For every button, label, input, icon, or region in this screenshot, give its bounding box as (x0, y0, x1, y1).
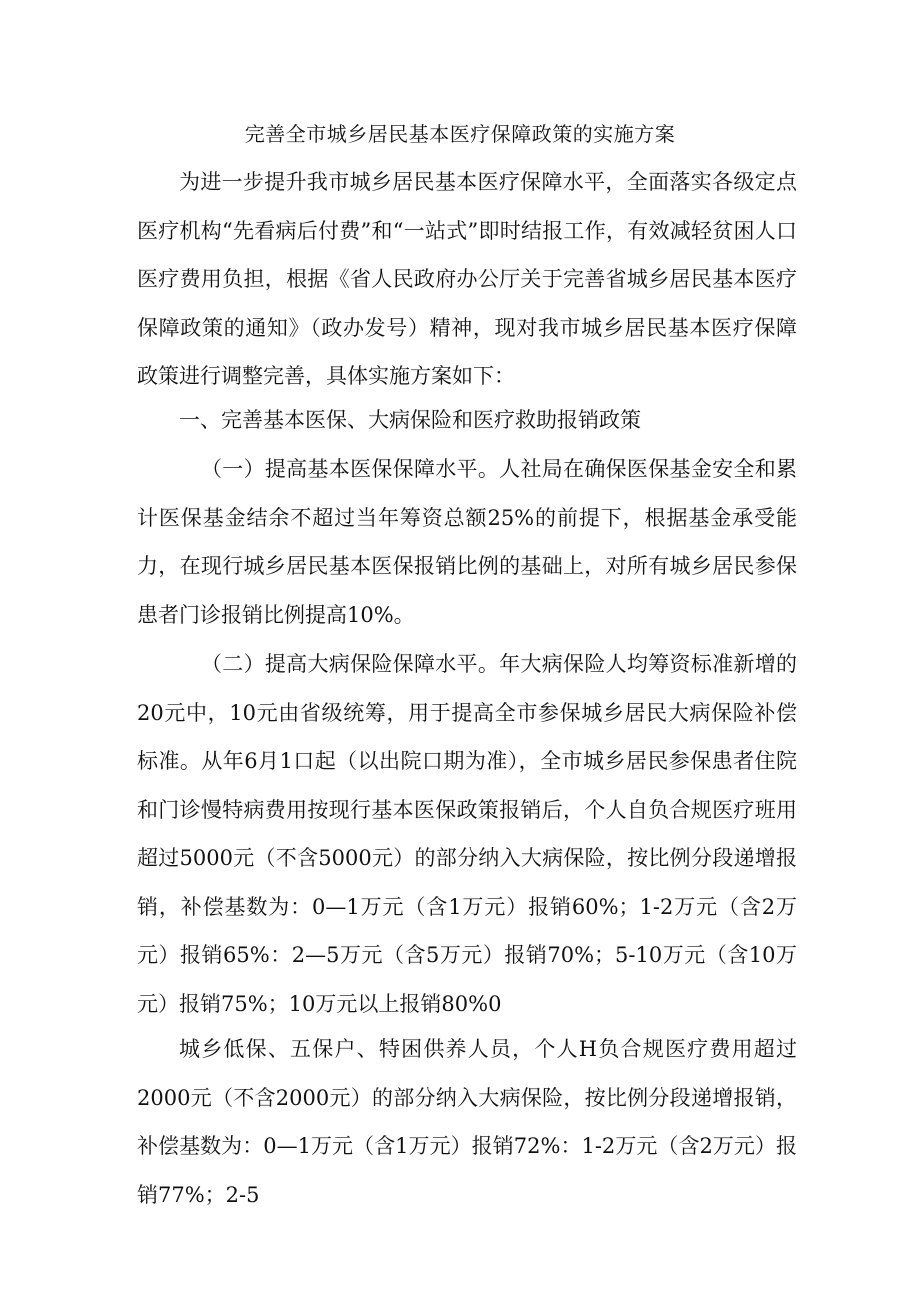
section-heading: 一、完善基本医保、大病保险和医疗救助报销政策 (179, 408, 641, 432)
low-income-paragraph: 城乡低保、五保户、特困供养人员，个人H负合规医疗费用超过2000元（不含2000元）的部分纳入大病保险，按比例分段递增报销，补偿基数为：0—1万元（含1万元）报销72%：1-2万元（含2万元）报销77%；2-5 (137, 1037, 797, 1207)
intro-paragraph: 为进一步提升我市城乡居民基本医疗保障水平，全面落实各级定点医疗机构“先看病后付费”和“一站式”即时结报工作，有效减轻贫困人口医疗费用负担，根据《省人民政府办公厅关于完善省城乡居民基本医疗保障政策的通知》（政办发号）精神，现对我市城乡居民基本医疗保障政策进行调整完善，具体实施方案如下： (137, 170, 797, 388)
document-title: 完善全市城乡居民基本医疗保障政策的实施方案 (244, 122, 676, 146)
subsection-2-paragraph: （二）提高大病保险保障水平。年大病保险人均筹资标准新增的20元中，10元由省级统筹，用于提高全市参保城乡居民大病保险补偿标准。从年6月1口起（以出院口期为准），全市城乡居民参保患者住院和门诊慢特病费用按现行基本医保政策报销后，个人自负合规医疗班用超过5000元（不含5000元）的部分纳入大病保险，按比例分段递增报销，补偿基数为：0—1万元（含1万元）报销60%；1-2万元（含2万元）报销65%：2—5万元（含5万元）报销70%；5-10万元（含10万元）报销75%；10万元以上报销80%0 (137, 652, 797, 1016)
subsection-1-paragraph: （一）提高基本医保保障水平。人社局在确保医保基金安全和累计医保基金结余不超过当年筹资总额25%的前提下，根据基金承受能力，在现行城乡居民基本医保报销比例的基础上，对所有城乡居民参保患者门诊报销比例提高10%。 (137, 457, 797, 627)
